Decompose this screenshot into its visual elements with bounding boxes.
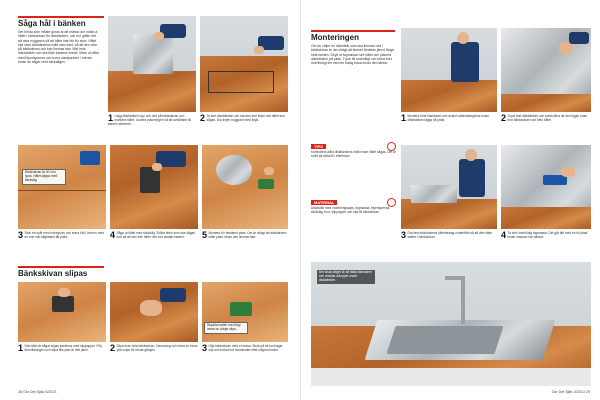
- callout-saw-hole: Bänkskivan är 40 mm tjock. Hålet sågas med sticksåg.: [22, 169, 66, 185]
- page-footer-right: Gör Det Själv 3/2013 29: [551, 390, 590, 394]
- caption-number: 1: [108, 114, 114, 123]
- caption-sanding-1: [18, 344, 106, 384]
- caption-number: 2: [110, 344, 116, 353]
- photo-finished-sink: [311, 262, 591, 386]
- photo-mount-2: [501, 28, 591, 112]
- section-title-saw-hole: Såga hål i bänken: [18, 16, 104, 28]
- photo-step-2: [200, 16, 288, 112]
- caption-text: Montera för bestämd plats. Det är viktigt att diskbänken sitter plant innan den limmas fast.: [208, 231, 287, 239]
- caption-number: 2: [200, 114, 206, 123]
- photo-sanding-1: [18, 282, 106, 342]
- material-label: MATERIAL: [311, 200, 337, 205]
- material-text: Diskbänk med monteringssats, fogmassa, blyertspenna, sticksåg, borr, slippapper och olja till bänkskivan.: [311, 206, 391, 214]
- photo-step-3: [18, 145, 106, 229]
- photo-sanding-3: [202, 282, 288, 342]
- material-box: [311, 200, 397, 256]
- caption-mount-1: [401, 114, 497, 138]
- caption-text: Ta bort diskbänken och rita den inre linjen där hålet ska sågas. Dra linjen noggrant med linjal.: [206, 114, 285, 122]
- section-title-mounting: Monteringen: [311, 30, 395, 42]
- callout-finished: Det sista steget är att fästa blandaren och ansluta avloppet under diskbänken.: [317, 270, 375, 284]
- caption-sanding-3: [202, 344, 288, 384]
- caption-text: När hålet är sågat slipas kanterna med slippapper. Följ fiberriktningen och slipa tills ytan är helt jämn.: [24, 344, 102, 352]
- caption-number: 2: [501, 114, 507, 123]
- lightbulb-icon: [387, 142, 396, 151]
- caption-text: Såga ut hålet med sticksåg. Stötta biten som ska sågas bort så att den inte faller ned och skadar kanten.: [116, 231, 195, 239]
- caption-text: Tryck fast diskbänken och kontrollera att den ligger plant mot bänkskivan runt hela hålet.: [507, 114, 588, 122]
- caption-step-5: [202, 231, 288, 255]
- caption-text: Skär ett spår med hobbykniv och borra hål i hörnen med en borr där sågbladet får plats.: [24, 231, 104, 239]
- intro-text-saw-hole: Det första som måste göras är att märka och mäta ut hålet i bänkskivan för diskbänken, och hur gäller det att vara noggrann så att hålet inte blir för stort. Hålet ska vara diskbänkens mått utan kant, så att den vilar på bänkskivan och kan limmas fast. Mät hela diskbänken och dra ifrån kantens bredd. Märk ut hålet med blyertspenna och borra startpunkter i hörnen innan du sågar med sticksågen.: [18, 30, 99, 65]
- caption-number: 4: [501, 231, 507, 240]
- caption-number: 1: [401, 114, 407, 123]
- right-page: [300, 0, 600, 400]
- caption-text: Dra fast diskbänkens klämbeslag underifrån så att den sitter säkert i bänkskivan.: [407, 231, 493, 239]
- caption-text: Slipa över hela bänkskivan. Dammsug och torka av innan ytan oljas för första gången.: [116, 344, 198, 352]
- photo-step-4: [110, 145, 198, 229]
- tip-label: TIPS: [311, 144, 326, 149]
- caption-sanding-2: [110, 344, 198, 384]
- caption-step-3: [18, 231, 106, 255]
- caption-step-1: [108, 114, 196, 138]
- photo-sanding-2: [110, 282, 198, 342]
- caption-number: 4: [110, 231, 116, 240]
- caption-mount-4: [501, 231, 591, 257]
- caption-number: 1: [18, 344, 24, 353]
- callout-sanding: Skydda kanter med tejp innan du börjar slipa.: [204, 322, 248, 334]
- caption-number: 5: [202, 231, 208, 240]
- caption-step-2: [200, 114, 288, 138]
- photo-mount-3: [401, 145, 497, 229]
- caption-mount-2: [501, 114, 591, 138]
- caption-mount-3: [401, 231, 497, 257]
- tip-text: Kontrollera alltid diskbänkens mått innan hålet sågas. Det är svårt att rätta till i efterhand.: [311, 150, 396, 158]
- section-title-sanding: Bänkskivan slipas: [18, 266, 104, 278]
- page-footer-left: 28 Gör Det Själv 3/2013: [18, 390, 57, 394]
- caption-text: Lägg diskbänken upp och ned på bänkskivan och markera hålet. Justera placeringen så att avståndet till kanten stämmer.: [108, 114, 191, 126]
- photo-mount-4: [501, 145, 591, 229]
- photo-mount-1: [401, 28, 497, 112]
- caption-number: 3: [18, 231, 24, 240]
- tip-box: [311, 144, 397, 194]
- caption-number: 3: [401, 231, 407, 240]
- intro-text-mounting: Om du väljer en diskbänk som ska limmas ned i bänkskivan är det viktigt att limmet fördelas jämnt längs hela kanten. Stryk ut fogmassa runt hålet och placera diskbänken på plats. Tryck till ordentligt och torka bort överflödigt lim med en fuktig trasa innan det härdar.: [311, 44, 395, 66]
- caption-step-4: [110, 231, 198, 255]
- caption-text: Olja bänkskivan med en trasa. Stryk på ett tunt lager olja och torka bort överskottet efter några minuter.: [208, 344, 283, 352]
- photo-step-5: [202, 145, 288, 229]
- photo-step-1: [108, 16, 196, 112]
- tools-icon: [387, 198, 396, 207]
- caption-number: 3: [202, 344, 208, 353]
- caption-text: Montera först blandaren och anslut vattenslangarna innan diskbänken läggs på plats.: [407, 114, 490, 122]
- caption-text: Ta bort överflödig fogmassa. Det går lätt med en bit plast innan massan har härdat.: [507, 231, 588, 239]
